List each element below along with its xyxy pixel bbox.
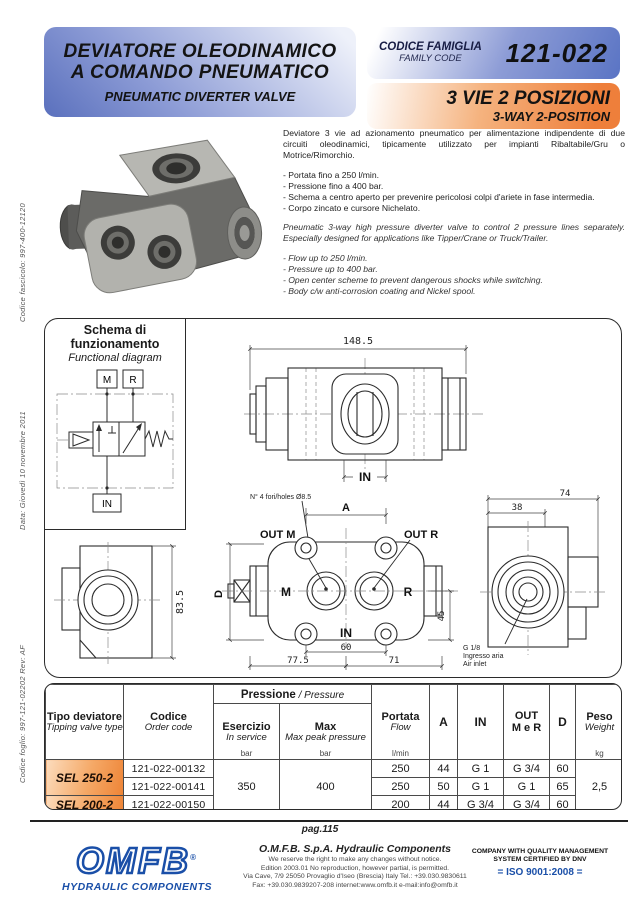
pressure-group-italic: / Pressure bbox=[295, 690, 345, 701]
footer-line-address: Via Cave, 7/9 25050 Provaglio d'Iseo (Brescia) Italy Tel.: +39.030.9830611 bbox=[243, 873, 467, 881]
dim-60: 60 bbox=[340, 643, 352, 653]
family-code-value: 121-022 bbox=[505, 37, 608, 68]
d-value: 65 bbox=[550, 778, 576, 796]
col-max-italic: Max peak pressure bbox=[285, 731, 366, 743]
dim-45: 45 bbox=[437, 610, 447, 622]
a-value: 44 bbox=[430, 760, 458, 778]
schema-title-en: Functional diagram bbox=[68, 352, 162, 364]
label-out-r: OUT R bbox=[404, 529, 439, 541]
spec-table-wrap bbox=[44, 683, 622, 810]
col-header-d bbox=[550, 685, 576, 760]
dim-74: 74 bbox=[559, 489, 571, 499]
footer-quality-block bbox=[452, 848, 628, 878]
col-code-italic: Order code bbox=[144, 722, 193, 733]
spec-table bbox=[45, 684, 622, 810]
air-label-en: Air inlet bbox=[463, 661, 487, 668]
col-header-flow bbox=[372, 685, 430, 760]
side-dim-height: 83.5 bbox=[175, 589, 186, 615]
air-label-thread: G 1/8 bbox=[463, 645, 481, 652]
dim-a: A bbox=[342, 502, 350, 514]
quality-line2: SYSTEM CERTIFIED BY DNV bbox=[493, 856, 587, 863]
front-dim-width: 148.5 bbox=[342, 336, 374, 347]
dim-d: D bbox=[213, 590, 225, 598]
col-weight-italic: Weight bbox=[584, 722, 615, 733]
dim-77-5: 77.5 bbox=[287, 656, 309, 666]
bullet-it-3: - Schema a centro aperto per prevenire pericolosi colpi d'ariete in fase intermedia. bbox=[283, 192, 595, 202]
bullet-it-2: - Pressione fino a 400 bar. bbox=[283, 181, 384, 191]
title-line1: DEVIATORE OLEODINAMICO bbox=[63, 40, 337, 62]
order-code: 121-022-00150 bbox=[124, 796, 214, 811]
in-value: G 1 bbox=[458, 778, 504, 796]
footer-line-notice: We reserve the right to make any changes without notice. bbox=[268, 856, 442, 863]
dim-71: 71 bbox=[388, 656, 400, 666]
in-value: G 3/4 bbox=[458, 796, 504, 811]
col-header-weight bbox=[576, 685, 623, 760]
col-code-bold: Codice bbox=[150, 711, 187, 723]
col-header-max bbox=[280, 704, 372, 760]
family-code-labels bbox=[379, 41, 482, 65]
label-m: M bbox=[281, 585, 291, 599]
col-header-code bbox=[124, 685, 214, 760]
page-number: pag.115 bbox=[301, 824, 339, 835]
quality-line1: COMPANY WITH QUALITY MANAGEMENT bbox=[471, 848, 609, 855]
valve-type-sel-200-2: SEL 200-2 bbox=[46, 796, 124, 811]
front-label-in: IN bbox=[359, 470, 371, 484]
col-weight-bold: Peso bbox=[586, 711, 613, 723]
bottom-view-drawing bbox=[198, 488, 463, 673]
flow-value: 250 bbox=[372, 778, 430, 796]
in-value: G 1 bbox=[458, 760, 504, 778]
col-d-label: D bbox=[558, 715, 567, 729]
a-value: 50 bbox=[430, 778, 458, 796]
col-flow-bold: Portata bbox=[381, 711, 420, 723]
service-pressure-value: 350 bbox=[214, 760, 280, 811]
side-text-date: Data: Giovedì 10 novembre 2011 bbox=[18, 411, 27, 530]
a-value: 44 bbox=[430, 796, 458, 811]
valve-type-sel-250-2: SEL 250-2 bbox=[46, 760, 124, 796]
col-max-unit: bar bbox=[319, 749, 332, 758]
footer-line-edition: Edition 2003.01 No reproduction, however partial, is permitted. bbox=[260, 864, 450, 872]
footer-line-contacts: Fax: +39.030.9839207-208 internet:www.omfb.it e-mail:info@omfb.it bbox=[252, 881, 458, 889]
col-a-label: A bbox=[439, 715, 448, 729]
col-flow-unit: l/min bbox=[392, 749, 409, 758]
holes-note: N° 4 fori/holes Ø8.5 bbox=[250, 494, 312, 501]
schema-title-it: Schema di funzionamento bbox=[70, 323, 160, 351]
col-type-italic: Tipping valve type bbox=[46, 722, 123, 733]
flow-value: 250 bbox=[372, 760, 430, 778]
dim-38: 38 bbox=[511, 503, 523, 513]
bullet-it-1: - Portata fino a 250 l/min. bbox=[283, 170, 380, 180]
schema-port-r: R bbox=[129, 375, 137, 386]
omfb-logo-registered: ® bbox=[190, 853, 198, 862]
col-service-bold: Esercizio bbox=[222, 720, 271, 733]
bullet-en-1: - Flow up to 250 l/min. bbox=[283, 253, 368, 263]
end-view-drawing bbox=[455, 487, 620, 672]
col-service-unit: bar bbox=[240, 749, 253, 758]
col-out-line1: OUT bbox=[514, 710, 539, 722]
functional-diagram-box bbox=[44, 318, 186, 530]
title-line2: A COMANDO PNEUMATICO bbox=[70, 61, 330, 83]
col-header-pressure-group bbox=[214, 685, 372, 704]
d-value: 60 bbox=[550, 796, 576, 811]
pressure-group-bold: Pressione bbox=[240, 689, 296, 701]
col-header-in bbox=[458, 685, 504, 760]
positions-banner bbox=[367, 83, 620, 129]
front-view-drawing bbox=[240, 332, 490, 500]
pneumatic-symbol bbox=[49, 364, 181, 516]
family-code-label-it: CODICE FAMIGLIA bbox=[379, 41, 482, 53]
schema-port-in: IN bbox=[102, 499, 112, 510]
omfb-logo-text: OMFB bbox=[76, 840, 191, 881]
weight-value: 2,5 bbox=[576, 760, 623, 811]
col-in-label: IN bbox=[474, 715, 487, 729]
bullet-it-4: - Corpo zincato e cursore Nichelato. bbox=[283, 203, 421, 213]
side-text-foglio: Codice foglio: 997-121-02202 Rev: AF bbox=[18, 644, 27, 783]
omfb-logo-word bbox=[52, 840, 222, 879]
max-pressure-value: 400 bbox=[280, 760, 372, 811]
col-max-bold: Max bbox=[314, 720, 337, 733]
bullet-en-2: - Pressure up to 400 bar. bbox=[283, 264, 378, 274]
d-value: 60 bbox=[550, 760, 576, 778]
col-header-out bbox=[504, 685, 550, 760]
omfb-logo bbox=[52, 840, 222, 893]
out-value: G 3/4 bbox=[504, 796, 550, 811]
side-text-fascicolo: Codice fascicolo: 997-400-12120 bbox=[18, 203, 27, 322]
footer-company-name: O.M.F.B. S.p.A. Hydraulic Components bbox=[259, 843, 451, 855]
label-in-bottom: IN bbox=[340, 626, 352, 640]
label-r: R bbox=[403, 585, 413, 599]
col-flow-italic: Flow bbox=[390, 722, 411, 733]
label-out-m: OUT M bbox=[260, 529, 296, 541]
family-code-label-en: FAMILY CODE bbox=[399, 53, 462, 64]
col-service-italic: In service bbox=[226, 731, 267, 743]
order-code: 121-022-00141 bbox=[124, 778, 214, 796]
title-banner bbox=[44, 27, 356, 117]
schema-port-m: M bbox=[102, 375, 112, 386]
positions-en: 3-WAY 2-POSITION bbox=[492, 108, 610, 124]
out-value: G 1 bbox=[504, 778, 550, 796]
table-row bbox=[46, 760, 623, 778]
bullet-en-4: - Body c/w anti-corrosion coating and Nickel spool. bbox=[283, 286, 476, 296]
title-subtitle: PNEUMATIC DIVERTER VALVE bbox=[104, 88, 296, 104]
col-header-service bbox=[214, 704, 280, 760]
footer-divider bbox=[30, 820, 628, 822]
omfb-logo-subtitle: HYDRAULIC COMPONENTS bbox=[61, 881, 212, 893]
air-label-it: Ingresso aria bbox=[463, 653, 504, 660]
product-photo bbox=[38, 126, 278, 311]
iso-certification: = ISO 9001:2008 = bbox=[497, 867, 583, 878]
col-header-type bbox=[46, 685, 124, 760]
positions-it: 3 VIE 2 POSIZIONI bbox=[446, 87, 610, 109]
out-value: G 3/4 bbox=[504, 760, 550, 778]
side-view-drawing bbox=[52, 540, 202, 670]
order-code: 121-022-00132 bbox=[124, 760, 214, 778]
col-header-a bbox=[430, 685, 458, 760]
bullet-en-3: - Open center scheme to prevent dangerous shocks while switching. bbox=[283, 275, 543, 285]
family-code-banner bbox=[367, 27, 620, 79]
flow-value: 200 bbox=[372, 796, 430, 811]
description-block bbox=[283, 128, 625, 297]
col-weight-unit: kg bbox=[595, 749, 604, 758]
col-out-line2: M e R bbox=[511, 722, 542, 734]
description-en: Pneumatic 3-way high pressure diverter valve to control 2 pressure lines separately. Especially designed for applications like Tipper/Crane or Truck/Trailer. bbox=[283, 222, 625, 243]
col-type-bold: Tipo deviatore bbox=[47, 711, 122, 723]
description-it: Deviatore 3 vie ad azionamento pneumatico per alimentazione indipendente di due circuiti oleodinamici, tipicamente utilizzato per impianti Ribaltabile/Gru o Motrice/Rimorchio. bbox=[283, 128, 625, 160]
